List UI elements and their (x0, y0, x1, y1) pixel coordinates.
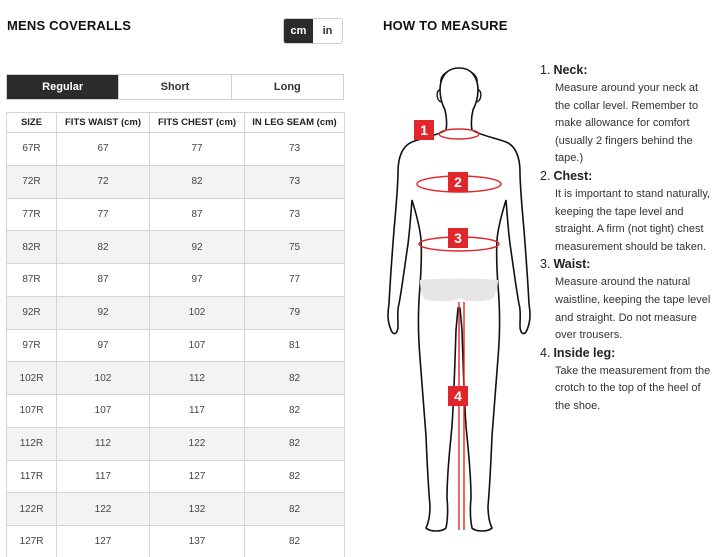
waist-cell: 77 (57, 198, 150, 231)
step-heading (540, 345, 712, 362)
chest-cell: 117 (150, 395, 245, 428)
right-title: HOW TO MEASURE (383, 18, 508, 33)
table-row (7, 493, 345, 526)
measure-step (540, 62, 712, 168)
step-number: 4. (540, 345, 551, 360)
size-cell: 77R (7, 198, 57, 231)
chest-cell: 107 (150, 329, 245, 362)
unit-cm-button[interactable]: cm (284, 19, 313, 43)
inleg-cell: 81 (245, 329, 345, 362)
inleg-cell: 82 (245, 427, 345, 460)
step-heading (540, 168, 712, 185)
table-row (7, 427, 345, 460)
header-chest: FITS CHEST (cm) (150, 113, 245, 133)
waist-cell: 127 (57, 526, 150, 557)
chest-cell: 132 (150, 493, 245, 526)
inleg-cell: 82 (245, 493, 345, 526)
measure-steps (540, 62, 712, 416)
marker-1 (414, 120, 434, 140)
waist-cell: 122 (57, 493, 150, 526)
chest-cell: 97 (150, 264, 245, 297)
inleg-cell: 73 (245, 165, 345, 198)
table-header-row (7, 113, 345, 133)
waist-cell: 72 (57, 165, 150, 198)
fit-tabs (6, 74, 344, 100)
size-cell: 97R (7, 329, 57, 362)
measure-step (540, 256, 712, 344)
table-row (7, 526, 345, 557)
body-figure (380, 60, 538, 540)
size-cell: 82R (7, 231, 57, 264)
size-cell: 92R (7, 296, 57, 329)
marker-2 (448, 172, 468, 192)
header-inleg: IN LEG SEAM (cm) (245, 113, 345, 133)
header-waist: FITS WAIST (cm) (57, 113, 150, 133)
table-row (7, 198, 345, 231)
size-cell: 127R (7, 526, 57, 557)
step-description: It is important to stand naturally, keeping the tape level and straight. A firm (not tight) chest measurement should be taken. (555, 187, 711, 253)
tab-regular[interactable]: Regular (7, 75, 119, 99)
inleg-cell: 75 (245, 231, 345, 264)
table-row (7, 296, 345, 329)
step-number: 2. (540, 168, 551, 183)
tab-long[interactable]: Long (273, 81, 301, 93)
step-name: Neck: (553, 63, 588, 77)
size-cell: 112R (7, 427, 57, 460)
left-title: MENS COVERALLS (7, 18, 132, 33)
size-cell: 122R (7, 493, 57, 526)
size-cell: 117R (7, 460, 57, 493)
marker-3 (448, 228, 468, 248)
step-number: 1. (540, 63, 551, 77)
waist-cell: 67 (57, 133, 150, 166)
waist-cell: 82 (57, 231, 150, 264)
size-cell: 102R (7, 362, 57, 395)
header-size: SIZE (7, 113, 57, 133)
table-row (7, 133, 345, 166)
marker-3-label: 3 (454, 230, 462, 246)
waist-cell: 112 (57, 427, 150, 460)
step-heading (540, 62, 712, 79)
step-name: Inside leg: (553, 345, 616, 360)
waist-cell: 87 (57, 264, 150, 297)
step-name: Chest: (553, 168, 593, 183)
waist-cell: 107 (57, 395, 150, 428)
step-description: Measure around your neck at the collar level. Remember to make allowance for comfort (usually 2 fingers behind the tape.) (555, 82, 699, 165)
unit-in-button[interactable]: in (322, 25, 333, 37)
size-cell: 87R (7, 264, 57, 297)
size-table (6, 112, 345, 557)
table-row (7, 395, 345, 428)
chest-cell: 102 (150, 296, 245, 329)
size-cell: 67R (7, 133, 57, 166)
step-name: Waist: (553, 257, 591, 272)
step-description: Measure around the natural waistline, keeping the tape level and straight. Do not measure over trousers. (555, 276, 711, 342)
chest-cell: 127 (150, 460, 245, 493)
waist-cell: 97 (57, 329, 150, 362)
marker-1-label: 1 (420, 122, 428, 138)
step-number: 3. (540, 257, 551, 272)
chest-cell: 77 (150, 133, 245, 166)
table-row (7, 329, 345, 362)
inleg-cell: 82 (245, 395, 345, 428)
chest-cell: 112 (150, 362, 245, 395)
inleg-cell: 82 (245, 526, 345, 557)
tab-short[interactable]: Short (119, 75, 231, 99)
measure-step (540, 168, 712, 256)
step-heading (540, 256, 712, 273)
waist-cell: 92 (57, 296, 150, 329)
marker-2-label: 2 (454, 174, 462, 190)
shorts-shading (420, 279, 498, 302)
table-row (7, 231, 345, 264)
inleg-cell: 82 (245, 460, 345, 493)
inleg-cell: 79 (245, 296, 345, 329)
table-row (7, 460, 345, 493)
inleg-cell: 77 (245, 264, 345, 297)
chest-cell: 137 (150, 526, 245, 557)
waist-cell: 102 (57, 362, 150, 395)
chest-cell: 87 (150, 198, 245, 231)
size-cell: 107R (7, 395, 57, 428)
chest-cell: 122 (150, 427, 245, 460)
marker-4-label: 4 (454, 388, 462, 404)
inleg-cell: 82 (245, 362, 345, 395)
table-row (7, 165, 345, 198)
waist-cell: 117 (57, 460, 150, 493)
measure-step (540, 345, 712, 416)
table-row (7, 362, 345, 395)
chest-cell: 92 (150, 231, 245, 264)
size-cell: 72R (7, 165, 57, 198)
table-row (7, 264, 345, 297)
chest-cell: 82 (150, 165, 245, 198)
body-outline-image (380, 60, 538, 540)
unit-toggle (283, 18, 343, 44)
step-description: Take the measurement from the crotch to the top of the heel of the shoe. (555, 364, 711, 412)
marker-4 (448, 386, 468, 406)
inleg-cell: 73 (245, 198, 345, 231)
inleg-cell: 73 (245, 133, 345, 166)
